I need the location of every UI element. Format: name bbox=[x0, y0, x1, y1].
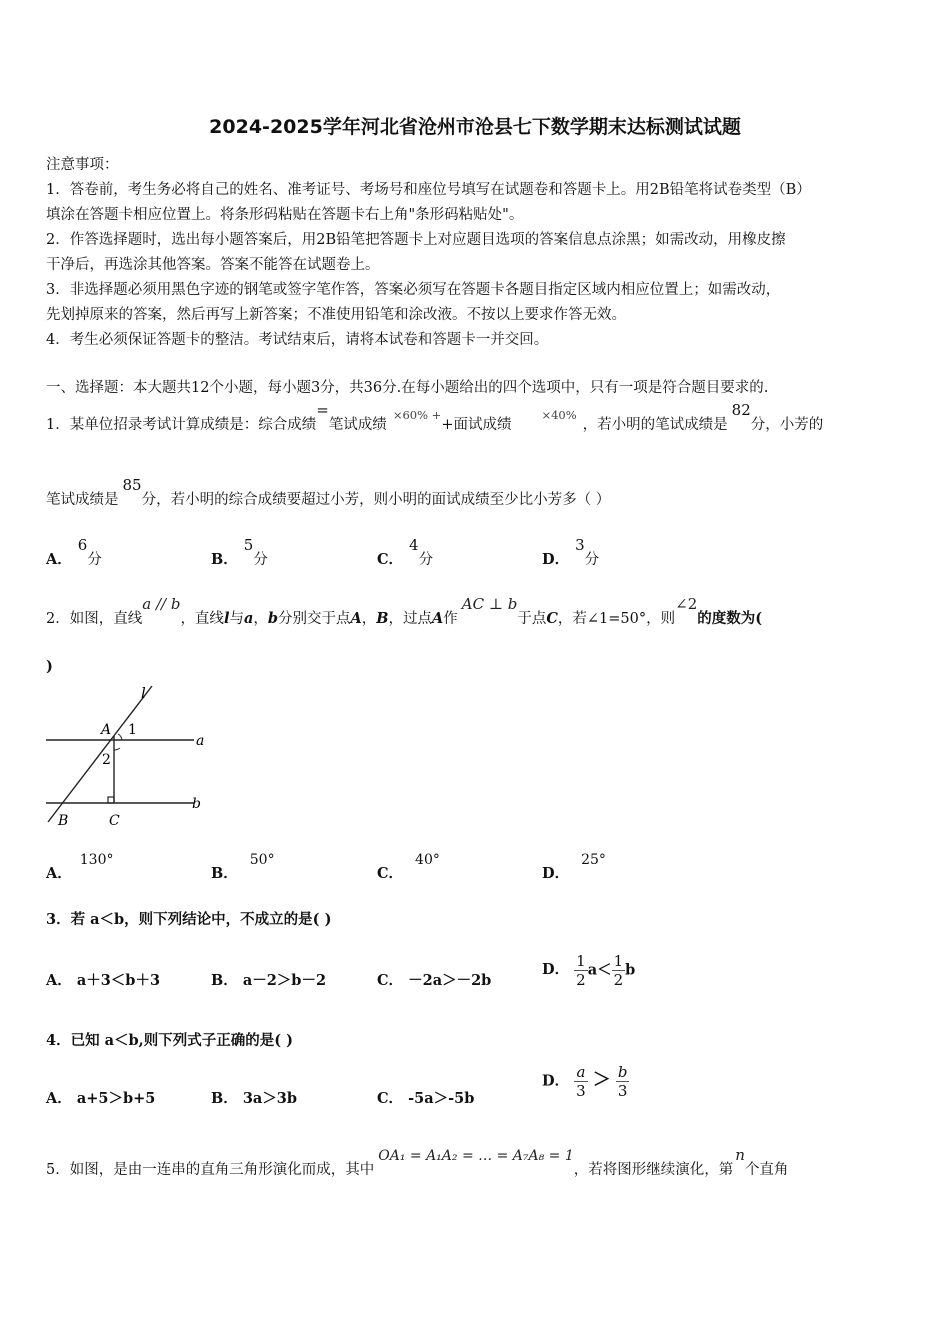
q2-text-6: ， bbox=[361, 611, 377, 627]
q2-text-7: ，过点 bbox=[388, 611, 433, 627]
notice-heading: 注意事项： bbox=[46, 157, 119, 173]
fig-line-l bbox=[48, 686, 152, 822]
q1-option-a[interactable]: A．6分 bbox=[46, 536, 102, 568]
q3-option-a[interactable]: A． a＋3＜b＋3 bbox=[46, 972, 161, 989]
q5-math-1: OA₁ = A₁A₂ = … = A₇A₈ = 1 bbox=[378, 1148, 574, 1164]
question-2-line-2: ) bbox=[46, 658, 53, 675]
q1-option-b[interactable]: B．5分 bbox=[211, 536, 268, 568]
q4-option-c[interactable]: C． -5a＞-5b bbox=[377, 1090, 475, 1107]
question-4-stem: 4．已知 a＜b,则下列式子正确的是( ) bbox=[46, 1032, 293, 1049]
q2-line-b: b bbox=[267, 610, 278, 627]
notice-line-1: 1．答卷前，考生务必将自己的姓名、准考证号、考场号和座位号填写在试题卷和答题卡上。用2B铅笔将试卷类型（B） bbox=[46, 182, 811, 198]
q3-d-fraction-1: $\frac{1}{2}$ bbox=[576, 952, 586, 989]
q1-option-d[interactable]: D．3分 bbox=[542, 536, 600, 568]
fig-label-b: b bbox=[192, 796, 201, 812]
q1-math-1: ×60% + bbox=[392, 408, 442, 422]
q1-option-c[interactable]: C．4分 bbox=[377, 536, 434, 568]
q2-text-10: ，若∠1=50°，则 bbox=[557, 611, 676, 627]
q2-text-3: 与 bbox=[229, 611, 244, 627]
q1-text-5: 分，小芳的 bbox=[750, 417, 824, 433]
notice-line-2: 填涂在答题卡相应位置上。将条形码粘贴在答题卡右上角"条形码粘贴处"。 bbox=[46, 207, 524, 223]
notice-line-7: 4．考生必须保证答题卡的整洁。考试结束后，请将本试卷和答题卡一并交回。 bbox=[46, 332, 549, 348]
q2-option-c[interactable]: C．40° bbox=[377, 852, 440, 882]
q2-text-8: 作 bbox=[443, 611, 458, 627]
q2-point-b: B bbox=[376, 610, 389, 627]
question-5-line-1 bbox=[46, 1146, 789, 1179]
fig-label-2: 2 bbox=[102, 752, 111, 768]
q2-text-1: 2．如图，直线 bbox=[46, 611, 143, 627]
q2-point-c: C bbox=[546, 610, 558, 627]
q1-math-3: 82 bbox=[731, 401, 751, 419]
q2-math-2: AC ⊥ b bbox=[461, 595, 518, 613]
fig-label-a-point: A bbox=[101, 722, 112, 738]
q2-text-2: ，直线 bbox=[180, 611, 224, 627]
q2-math-1: a // b bbox=[142, 595, 181, 613]
notice-line-4: 干净后，再选涂其他答案。答案不能答在试题卷上。 bbox=[46, 257, 380, 273]
q3-option-d[interactable]: D． $\frac{1}{2}$ a＜ $\frac{1}{2}$ b bbox=[542, 952, 636, 989]
q4-d-fraction-2: $\frac{b}{3}$ bbox=[617, 1063, 628, 1100]
q5-text-1: 5．如图，是由一连串的直角三角形演化而成，其中 bbox=[46, 1162, 375, 1178]
fig-angle-2-arc bbox=[114, 748, 120, 750]
q2-line-l: l bbox=[223, 610, 230, 627]
question-3-stem: 3．若 a＜b，则下列结论中，不成立的是( ) bbox=[46, 911, 332, 928]
q2-option-a[interactable]: A．130° bbox=[46, 852, 114, 882]
q2-math-3: ∠2 bbox=[675, 595, 698, 613]
q1-text-4: ，若小明的笔试成绩是 bbox=[582, 417, 728, 433]
notice-line-3: 2．作答选择题时，选出每小题答案后，用2B铅笔把答题卡上对应题目选项的答案信息点涂黑；如需改动，用橡皮擦 bbox=[46, 232, 786, 248]
q2-text-5: 分别交于点 bbox=[278, 611, 351, 627]
q5-text-3: 个直角 bbox=[744, 1162, 789, 1178]
q4-option-a[interactable]: A． a+5＞b+5 bbox=[46, 1090, 156, 1107]
q2-text-4: ， bbox=[253, 611, 268, 627]
fig-label-c-point: C bbox=[109, 813, 120, 829]
fig-label-1: 1 bbox=[128, 722, 137, 738]
q2-text-9: 于点 bbox=[517, 611, 547, 627]
fig-label-b-point: B bbox=[58, 813, 69, 829]
q1-math-2: ×40% bbox=[541, 408, 577, 422]
q4-d-fraction-1: $\frac{a}{3}$ bbox=[576, 1063, 586, 1100]
notice-line-6: 先划掉原来的答案，然后再写上新答案；不准使用铅笔和涂改液。不按以上要求作答无效。 bbox=[46, 307, 626, 323]
q1-text-3: +面试成绩 bbox=[441, 417, 512, 433]
q3-option-b[interactable]: B． a－2＞b－2 bbox=[211, 972, 327, 989]
fig-label-a: a bbox=[196, 733, 205, 749]
q5-math-2: n bbox=[735, 1146, 745, 1164]
q2-figure bbox=[40, 682, 220, 830]
q1-text-2: 笔试成绩 bbox=[328, 417, 387, 433]
q2-line-a: a bbox=[243, 610, 254, 627]
q1-text-1: 1．某单位招录考试计算成绩是：综合成绩 bbox=[46, 417, 317, 433]
q5-text-2: ，若将图形继续演化，第 bbox=[573, 1162, 734, 1178]
q1-eq: = bbox=[316, 401, 329, 419]
q1-math-4: 85 bbox=[122, 476, 142, 494]
notice-line-5: 3．非选择题必须用黑色字迹的钢笔或签字笔作答，答案必须写在答题卡各题目指定区域内相应位置上；如需改动， bbox=[46, 282, 781, 298]
q1-text-6: 笔试成绩是 bbox=[46, 492, 119, 508]
q4-option-b[interactable]: B． 3a＞3b bbox=[211, 1090, 298, 1107]
fig-angle-1-arc bbox=[118, 734, 122, 740]
q3-d-fraction-2: $\frac{1}{2}$ bbox=[613, 952, 624, 989]
question-2-line-1 bbox=[46, 595, 763, 628]
fig-right-angle-mark bbox=[108, 797, 114, 803]
q3-option-c[interactable]: C． －2a＞－2b bbox=[377, 972, 492, 989]
section-header: 一、选择题：本大题共12个小题，每小题3分，共36分.在每小题给出的四个选项中，只有一项是符合题目要求的. bbox=[46, 380, 769, 396]
question-1-line-2 bbox=[46, 476, 611, 509]
q2-text-11: 的度数为( bbox=[697, 610, 763, 627]
fig-label-l: l bbox=[141, 684, 146, 702]
q4-option-d[interactable]: D． $\frac{a}{3}$ ＞ $\frac{b}{3}$ bbox=[542, 1063, 628, 1100]
q2-point-a: A bbox=[350, 610, 362, 627]
page-title: 2024-2025学年河北省沧州市沧县七下数学期末达标测试试题 bbox=[209, 116, 741, 138]
question-1-line-1 bbox=[46, 401, 824, 434]
q2-option-d[interactable]: D．25° bbox=[542, 852, 606, 882]
q1-text-7: 分，若小明的综合成绩要超过小芳，则小明的面试成绩至少比小芳多（ ） bbox=[141, 492, 611, 508]
q2-point-a-2: A bbox=[432, 610, 444, 627]
q2-option-b[interactable]: B．50° bbox=[211, 852, 275, 882]
